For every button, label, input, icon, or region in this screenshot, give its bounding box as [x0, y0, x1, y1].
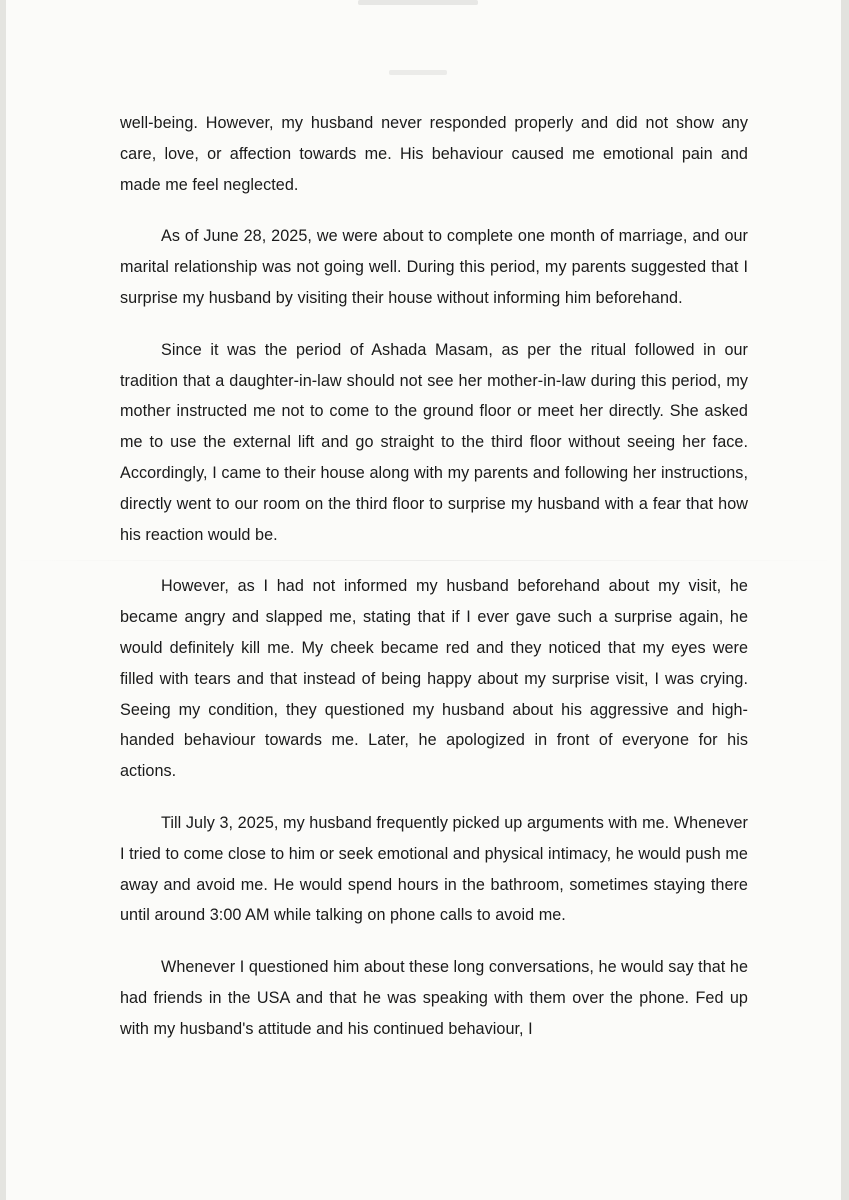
paragraph: Till July 3, 2025, my husband frequently picked up arguments with me. Whenever I tried to come close to him or seek emotional and physical intimacy, he would push me away and avoid me. He would spend hours in the bathroom, sometimes staying there until around 3:00 AM while talking on phone calls to avoid me.	[120, 813, 748, 925]
scan-smudge	[358, 0, 478, 5]
paragraph: As of June 28, 2025, we were about to complete one month of marriage, and our marital relationship was not going well. During this period, my parents suggested that I surprise my husband by visiting their house without informing him beforehand.	[120, 227, 748, 307]
paragraph: Since it was the period of Ashada Masam, as per the ritual followed in our tradition that a daughter-in-law should not see her mother-in-law during this period, my mother instructed me not to come to the ground floor or meet her directly. She asked me to use the external lift and go straight to the third floor without seeing her face. Accordingly, I came to their house along with my parents and following her instructions, directly went to our room on the third floor to surprise my husband with a fear that how his reaction would be.	[120, 340, 748, 544]
paragraph: well-being. However, my husband never responded properly and did not show any care, love, or affection towards me. His behaviour caused me emotional pain and made me feel neglected.	[120, 114, 748, 194]
document-body	[120, 108, 748, 1066]
paragraph: However, as I had not informed my husband beforehand about my visit, he became angry and slapped me, stating that if I ever gave such a surprise again, he would definitely kill me. My cheek became red and they noticed that my eyes were filled with tears and that instead of being happy about my surprise visit, I was crying. Seeing my condition, they questioned my husband about his aggressive and high-handed behaviour towards me. Later, he apologized in front of everyone for his actions.	[120, 577, 748, 781]
scan-smudge	[389, 70, 447, 75]
paragraph: Whenever I questioned him about these long conversations, he would say that he had friends in the USA and that he was speaking with them over the phone. Fed up with my husband's attitude and his continued behaviour, I	[120, 958, 749, 1038]
